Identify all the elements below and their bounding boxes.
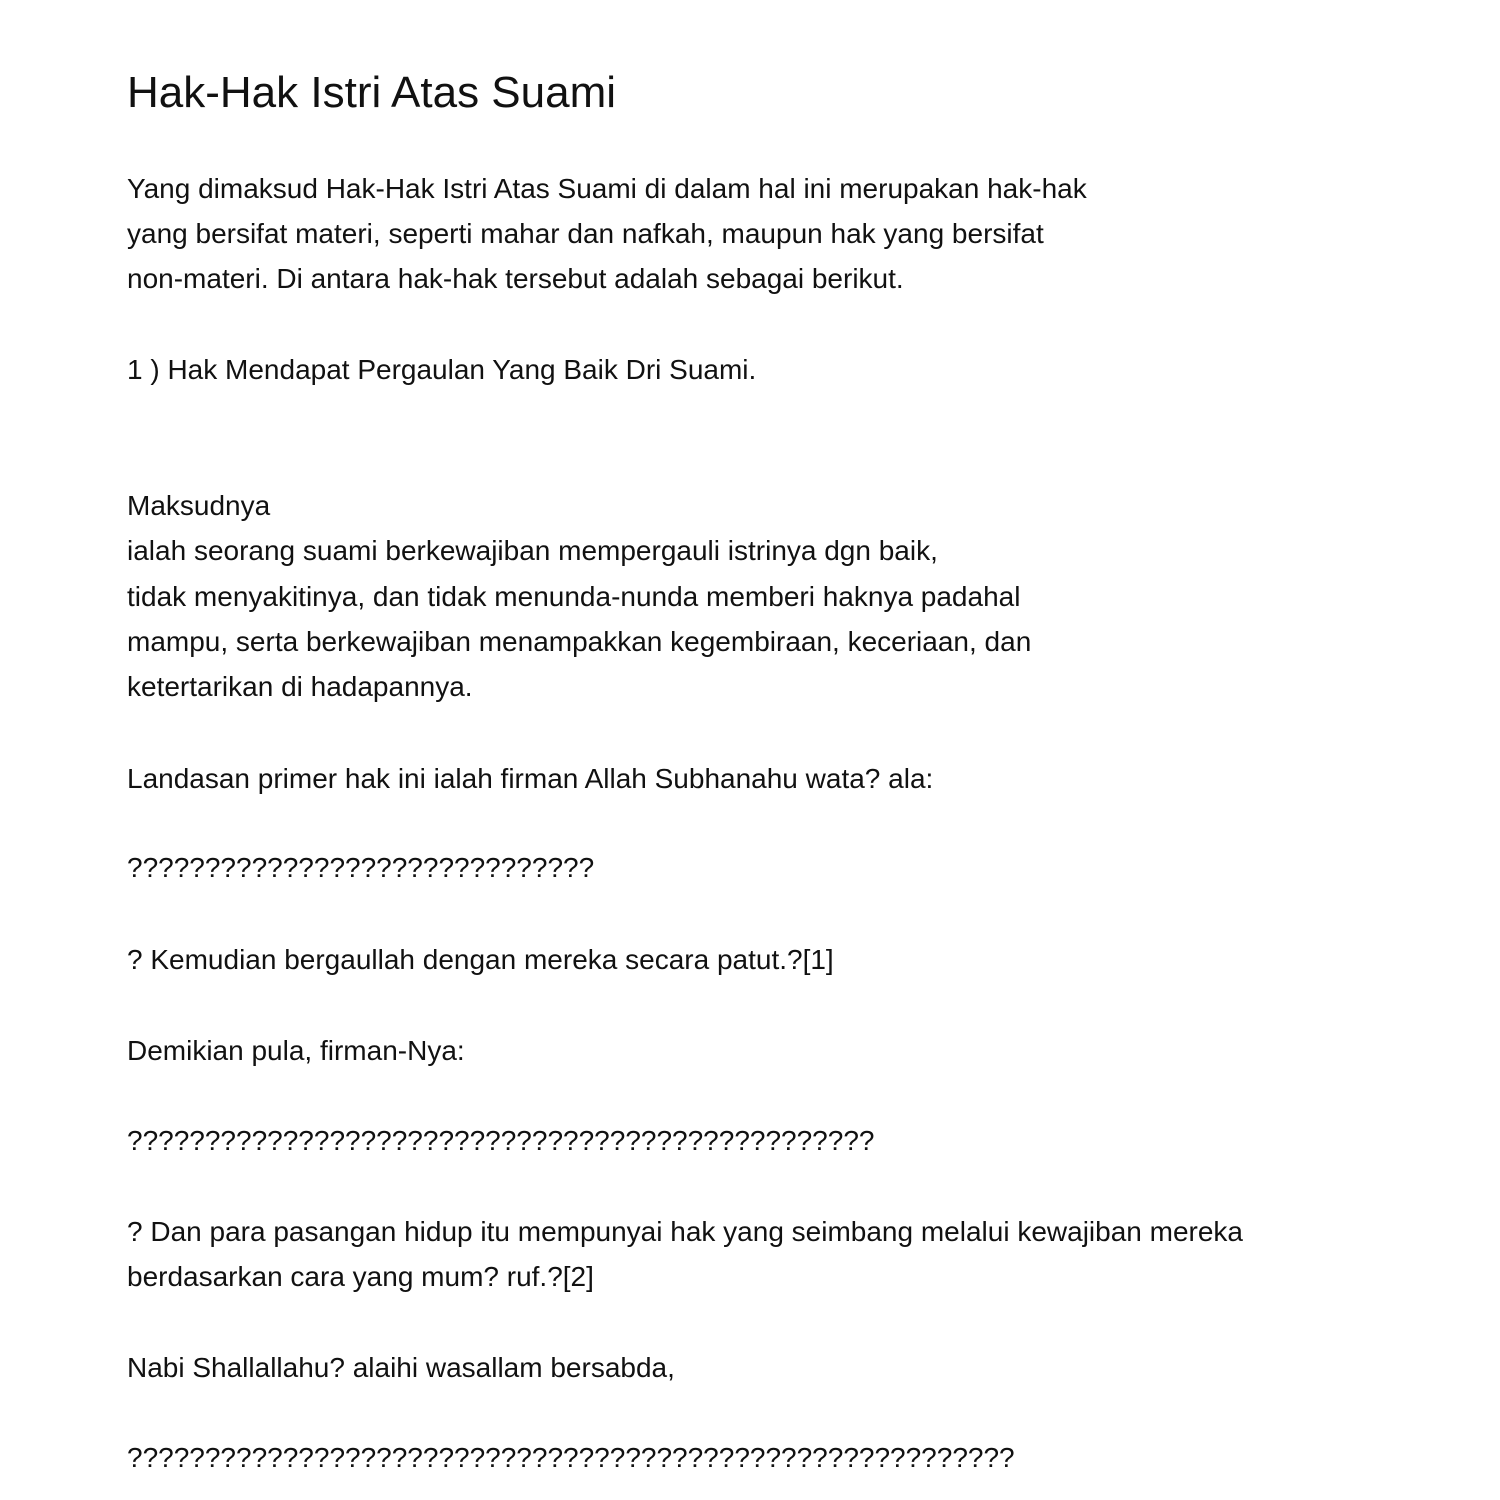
text-line: Demikian pula, firman-Nya: bbox=[127, 1035, 465, 1066]
text-line: Landasan primer hak ini ialah firman Allah Subhanahu wata? ala: bbox=[127, 763, 934, 794]
section-heading: 1 ) Hak Mendapat Pergaulan Yang Baik Dri Suami. bbox=[127, 354, 757, 385]
garbled-arabic-line: ????????????????????????????????????????????????????????? bbox=[127, 1442, 1015, 1473]
text-line: Maksudnya bbox=[127, 490, 271, 521]
text-line: non-materi. Di antara hak-hak tersebut adalah sebagai berikut. bbox=[127, 263, 904, 294]
translation-line: ? Dan para pasangan hidup itu mempunyai hak yang seimbang melalui kewajiban mereka bbox=[127, 1216, 1244, 1247]
text-line: Yang dimaksud Hak-Hak Istri Atas Suami di dalam hal ini merupakan hak-hak bbox=[127, 173, 1087, 204]
translation-line: ? Kemudian bergaullah dengan mereka secara patut.?[1] bbox=[127, 944, 834, 975]
text-line: tidak menyakitinya, dan tidak menunda-nunda memberi haknya padahal bbox=[127, 581, 1021, 612]
document-title: Hak-Hak Istri Atas Suami bbox=[127, 68, 617, 117]
text-line: ialah seorang suami berkewajiban mempergauli istrinya dgn baik, bbox=[127, 535, 938, 566]
text-line: mampu, serta berkewajiban menampakkan kegembiraan, keceriaan, dan bbox=[127, 626, 1032, 657]
text-line: ketertarikan di hadapannya. bbox=[127, 671, 473, 702]
text-line: yang bersifat materi, seperti mahar dan nafkah, maupun hak yang bersifat bbox=[127, 218, 1044, 249]
garbled-arabic-line: ?????????????????????????????? bbox=[127, 852, 595, 883]
translation-line: berdasarkan cara yang mum? ruf.?[2] bbox=[127, 1261, 594, 1292]
garbled-arabic-line: ???????????????????????????????????????????????? bbox=[127, 1125, 875, 1156]
text-line: Nabi Shallallahu? alaihi wasallam bersabda, bbox=[127, 1352, 675, 1383]
